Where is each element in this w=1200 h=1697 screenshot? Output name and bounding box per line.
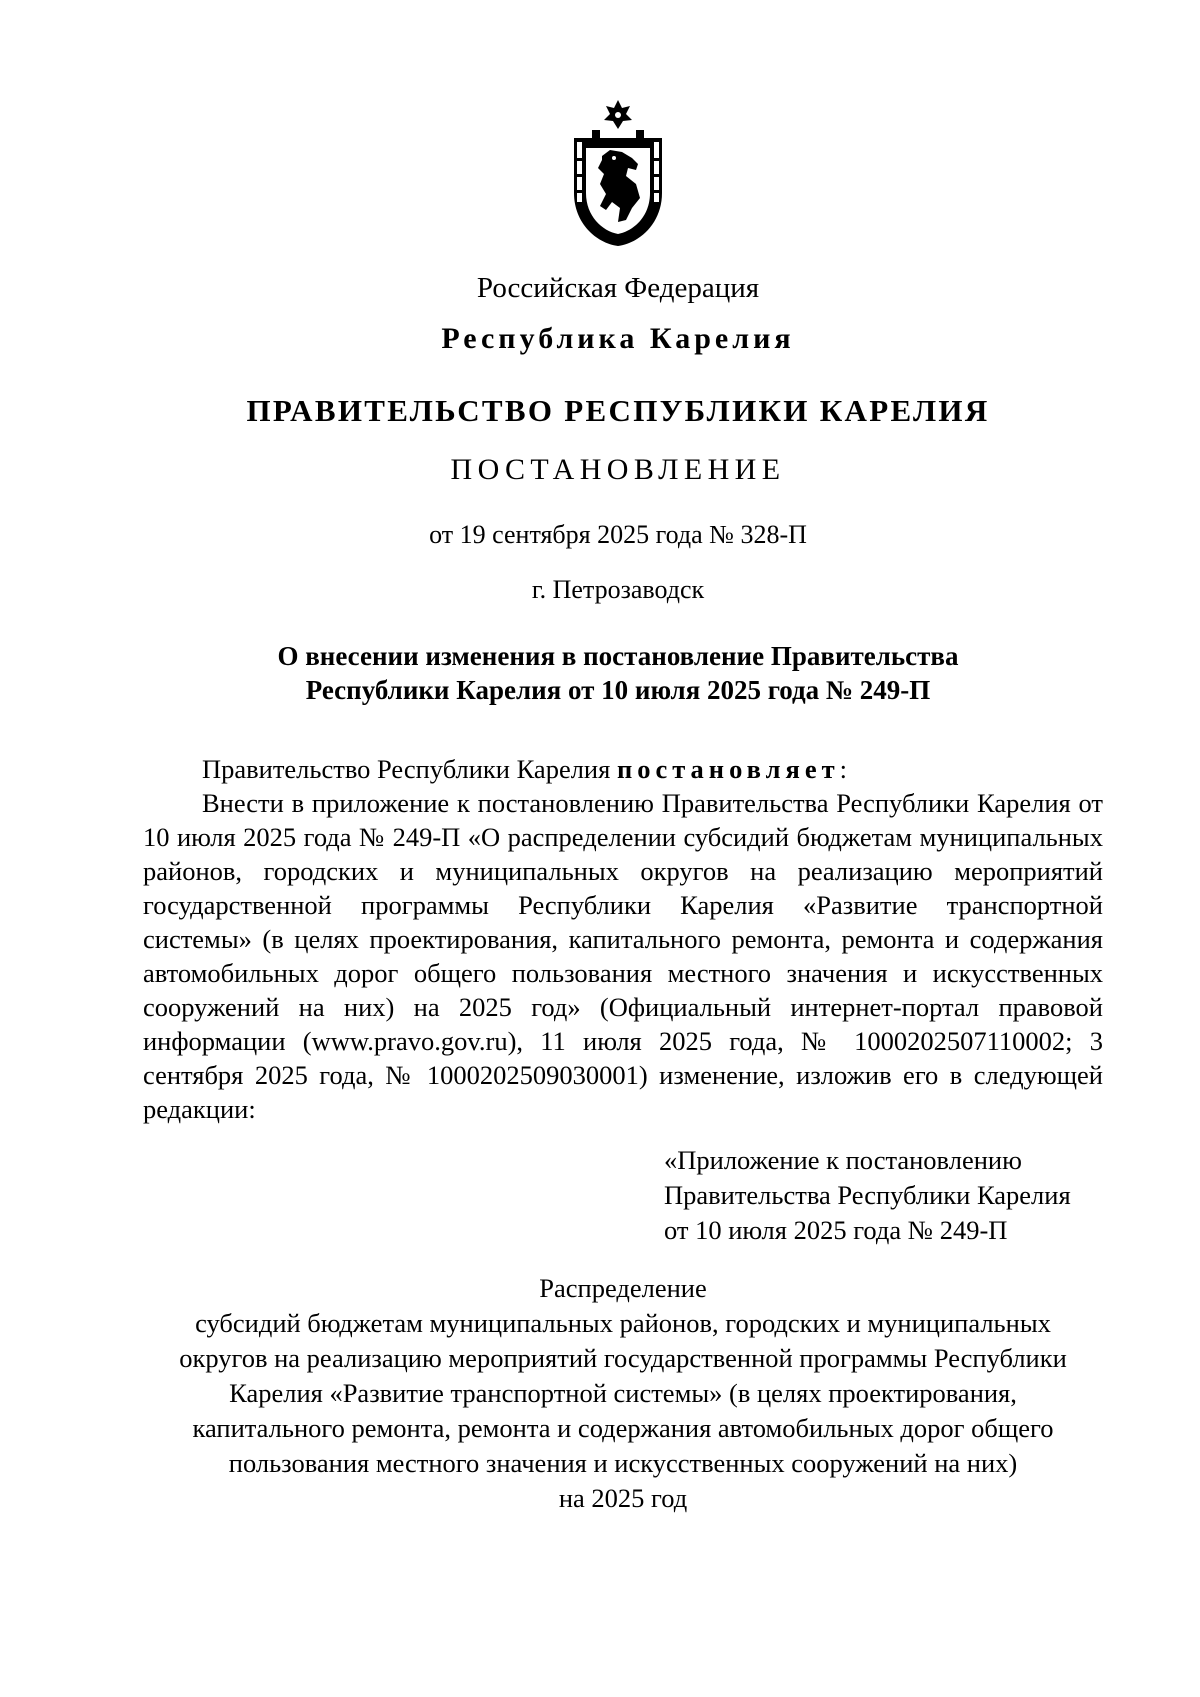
- distribution-line: субсидий бюджетам муниципальных районов, городских и муниципальных: [195, 1308, 1051, 1338]
- karelia-coat-of-arms-icon: [566, 98, 670, 248]
- appendix-reference: [664, 1143, 1134, 1248]
- government-heading: ПРАВИТЕЛЬСТВО РЕСПУБЛИКИ КАРЕЛИЯ: [246, 393, 990, 428]
- republic-heading: Республика Карелия: [441, 322, 795, 355]
- appendix-line: «Приложение к постановлению: [664, 1145, 1022, 1175]
- document-date-number: от 19 сентября 2025 года № 328-П: [429, 520, 807, 549]
- intro-prefix: Правительство Республики Карелия: [202, 754, 617, 784]
- distribution-heading: [0, 1271, 1200, 1516]
- document-title-line-1: О внесении изменения в постановление Правительства: [277, 641, 959, 671]
- document-title-line-2: Республики Карелия от 10 июля 2025 года № 249-П: [305, 675, 931, 705]
- distribution-line: Распределение: [539, 1273, 707, 1303]
- appendix-line: Правительства Республики Карелия: [664, 1180, 1071, 1210]
- intro-suffix: :: [839, 754, 847, 784]
- main-paragraph: Внести в приложение к постановлению Правительства Республики Карелия от 10 июля 2025 года № 249-П «О распределении субсидий бюджетам муниципальных районов, городских и муниципальных округов на реализацию мероприятий государственной программы Республики Карелия «Развитие транспортной системы» (в целях проектирования, капитального ремонта, ремонта и содержания автомобильных дорог общего пользования местного значения и искусственных сооружений на них) на 2025 год» (Официальный интернет-портал правовой информации (www.pravo.gov.ru), 11 июля 2025 года, № 1000202507110002; 3 сентября 2025 года, № 1000202509030001) изменение, изложив его в следующей редакции:: [143, 788, 1103, 1124]
- distribution-line: округов на реализацию мероприятий государственной программы Республики: [179, 1343, 1067, 1373]
- distribution-line: пользования местного значения и искусственных сооружений на них): [228, 1448, 1018, 1478]
- federation-heading: Российская Федерация: [476, 272, 760, 304]
- distribution-line: Карелия «Развитие транспортной системы» (в целях проектирования,: [229, 1378, 1017, 1408]
- distribution-line: на 2025 год: [558, 1483, 688, 1513]
- document-city: г. Петрозаводск: [531, 575, 705, 604]
- document-type: ПОСТАНОВЛЕНИЕ: [450, 453, 786, 486]
- distribution-line: капитального ремонта, ремонта и содержания автомобильных дорог общего: [192, 1413, 1054, 1443]
- intro-verb: постановляет: [616, 754, 840, 784]
- intro-line: [143, 752, 1103, 786]
- appendix-line: от 10 июля 2025 года № 249-П: [664, 1215, 1008, 1245]
